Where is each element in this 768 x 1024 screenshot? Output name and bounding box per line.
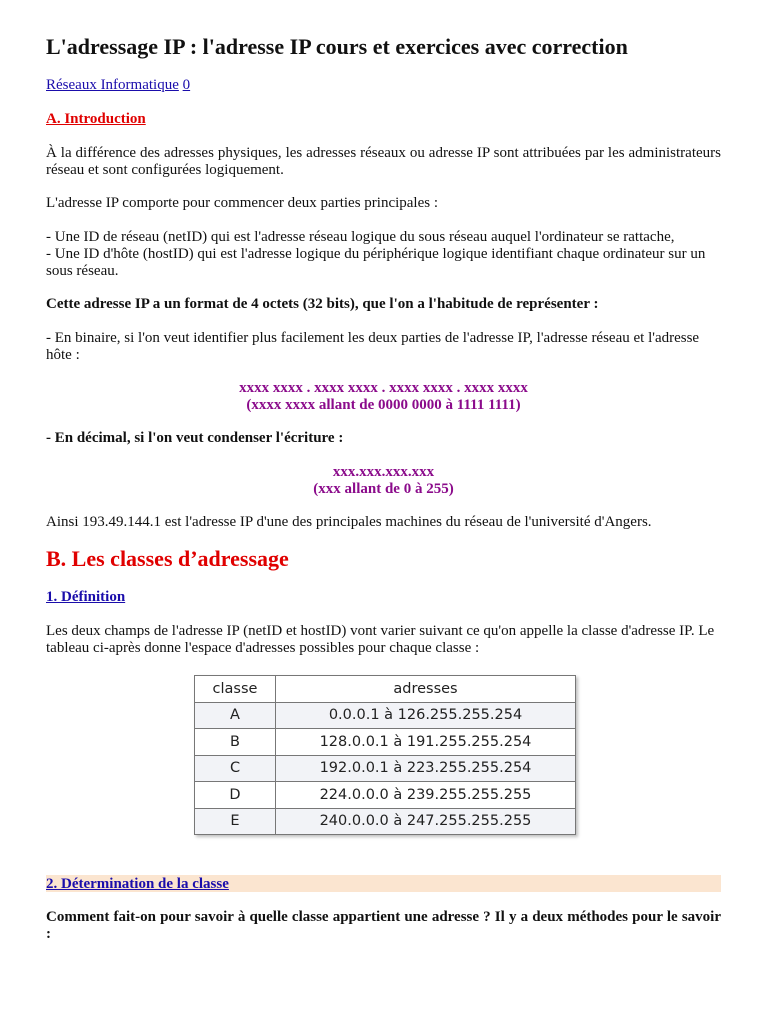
- binary-range-line: (xxxx xxxx allant de 0000 0000 à 1111 1111): [246, 397, 521, 413]
- table-header-row: [195, 676, 576, 703]
- netid-line: - Une ID de réseau (netID) qui est l'adresse réseau logique du sous réseau auquel l'ordinateur se rattache,: [46, 229, 675, 245]
- table-row: [195, 808, 576, 835]
- table-row: [195, 782, 576, 809]
- decimal-range-line: (xxx allant de 0 à 255): [313, 481, 454, 497]
- table-row: [195, 755, 576, 782]
- decimal-paragraph: - En décimal, si l'on veut condenser l'écriture :: [46, 430, 344, 446]
- table-cell-range: 240.0.0.0 à 247.255.255.255: [276, 808, 576, 835]
- binary-format-line: xxxx xxxx . xxxx xxxx . xxxx xxxx . xxxx xxxx: [239, 380, 528, 396]
- binary-paragraph: - En binaire, si l'on veut identifier plus facilement les deux parties de l'adresse IP, l'adresse réseau et l'adresse hôte :: [46, 330, 700, 363]
- determination-heading-text: 2. Détermination de la classe: [46, 876, 229, 892]
- post-meta: [46, 77, 721, 94]
- table-cell-class: D: [195, 782, 276, 809]
- comments-count-link[interactable]: 0: [182, 77, 191, 93]
- table-cell-class: B: [195, 729, 276, 756]
- table-cell-range: 192.0.0.1 à 223.255.255.254: [276, 755, 576, 782]
- category-link[interactable]: Réseaux Informatique: [46, 77, 179, 93]
- intro-paragraph: À la différence des adresses physiques, les adresses réseaux ou adresse IP sont attribuées par les administrateurs réseau et sont configurées logiquement.: [46, 145, 721, 178]
- example-paragraph: Ainsi 193.49.144.1 est l'adresse IP d'une des principales machines du réseau de l'université d'Angers.: [46, 514, 652, 530]
- method-question-paragraph: Comment fait-on pour savoir à quelle classe appartient une adresse ? Il y a deux méthodes pour le savoir :: [46, 909, 721, 942]
- table-cell-class: E: [195, 808, 276, 835]
- parts-paragraph: L'adresse IP comporte pour commencer deux parties principales :: [46, 195, 439, 211]
- section-a-heading: [46, 111, 721, 128]
- ip-classes-table: [194, 675, 576, 835]
- table-cell-range: 224.0.0.0 à 239.255.255.255: [276, 782, 576, 809]
- section-a-heading-text: A. Introduction: [46, 111, 146, 127]
- section-b-heading: B. Les classes d’adressage: [46, 546, 289, 571]
- decimal-format-line: xxx.xxx.xxx.xxx: [332, 464, 435, 480]
- table-header-adresses: adresses: [276, 676, 576, 703]
- table-header-classe: classe: [195, 676, 276, 703]
- page-title: L'adressage IP : l'adresse IP cours et exercices avec correction: [46, 34, 628, 59]
- table-cell-range: 128.0.0.1 à 191.255.255.254: [276, 729, 576, 756]
- hostid-line: - Une ID d'hôte (hostID) qui est l'adresse logique du périphérique logique identifiant chaque ordinateur sur un sous réseau.: [46, 246, 706, 279]
- definition-heading: [46, 589, 721, 606]
- table-cell-class: A: [195, 702, 276, 729]
- table-row: [195, 702, 576, 729]
- determination-heading: [46, 875, 721, 892]
- classes-paragraph: Les deux champs de l'adresse IP (netID et hostID) vont varier suivant ce qu'on appelle la classe d'adresse IP. Le tableau ci-après donne l'espace d'adresses possibles pour chaque classe :: [46, 623, 715, 656]
- format-paragraph: Cette adresse IP a un format de 4 octets (32 bits), que l'on a l'habitude de représenter :: [46, 296, 599, 312]
- table-row: [195, 729, 576, 756]
- table-cell-range: 0.0.0.1 à 126.255.255.254: [276, 702, 576, 729]
- table-cell-class: C: [195, 755, 276, 782]
- definition-heading-text: 1. Définition: [46, 589, 126, 605]
